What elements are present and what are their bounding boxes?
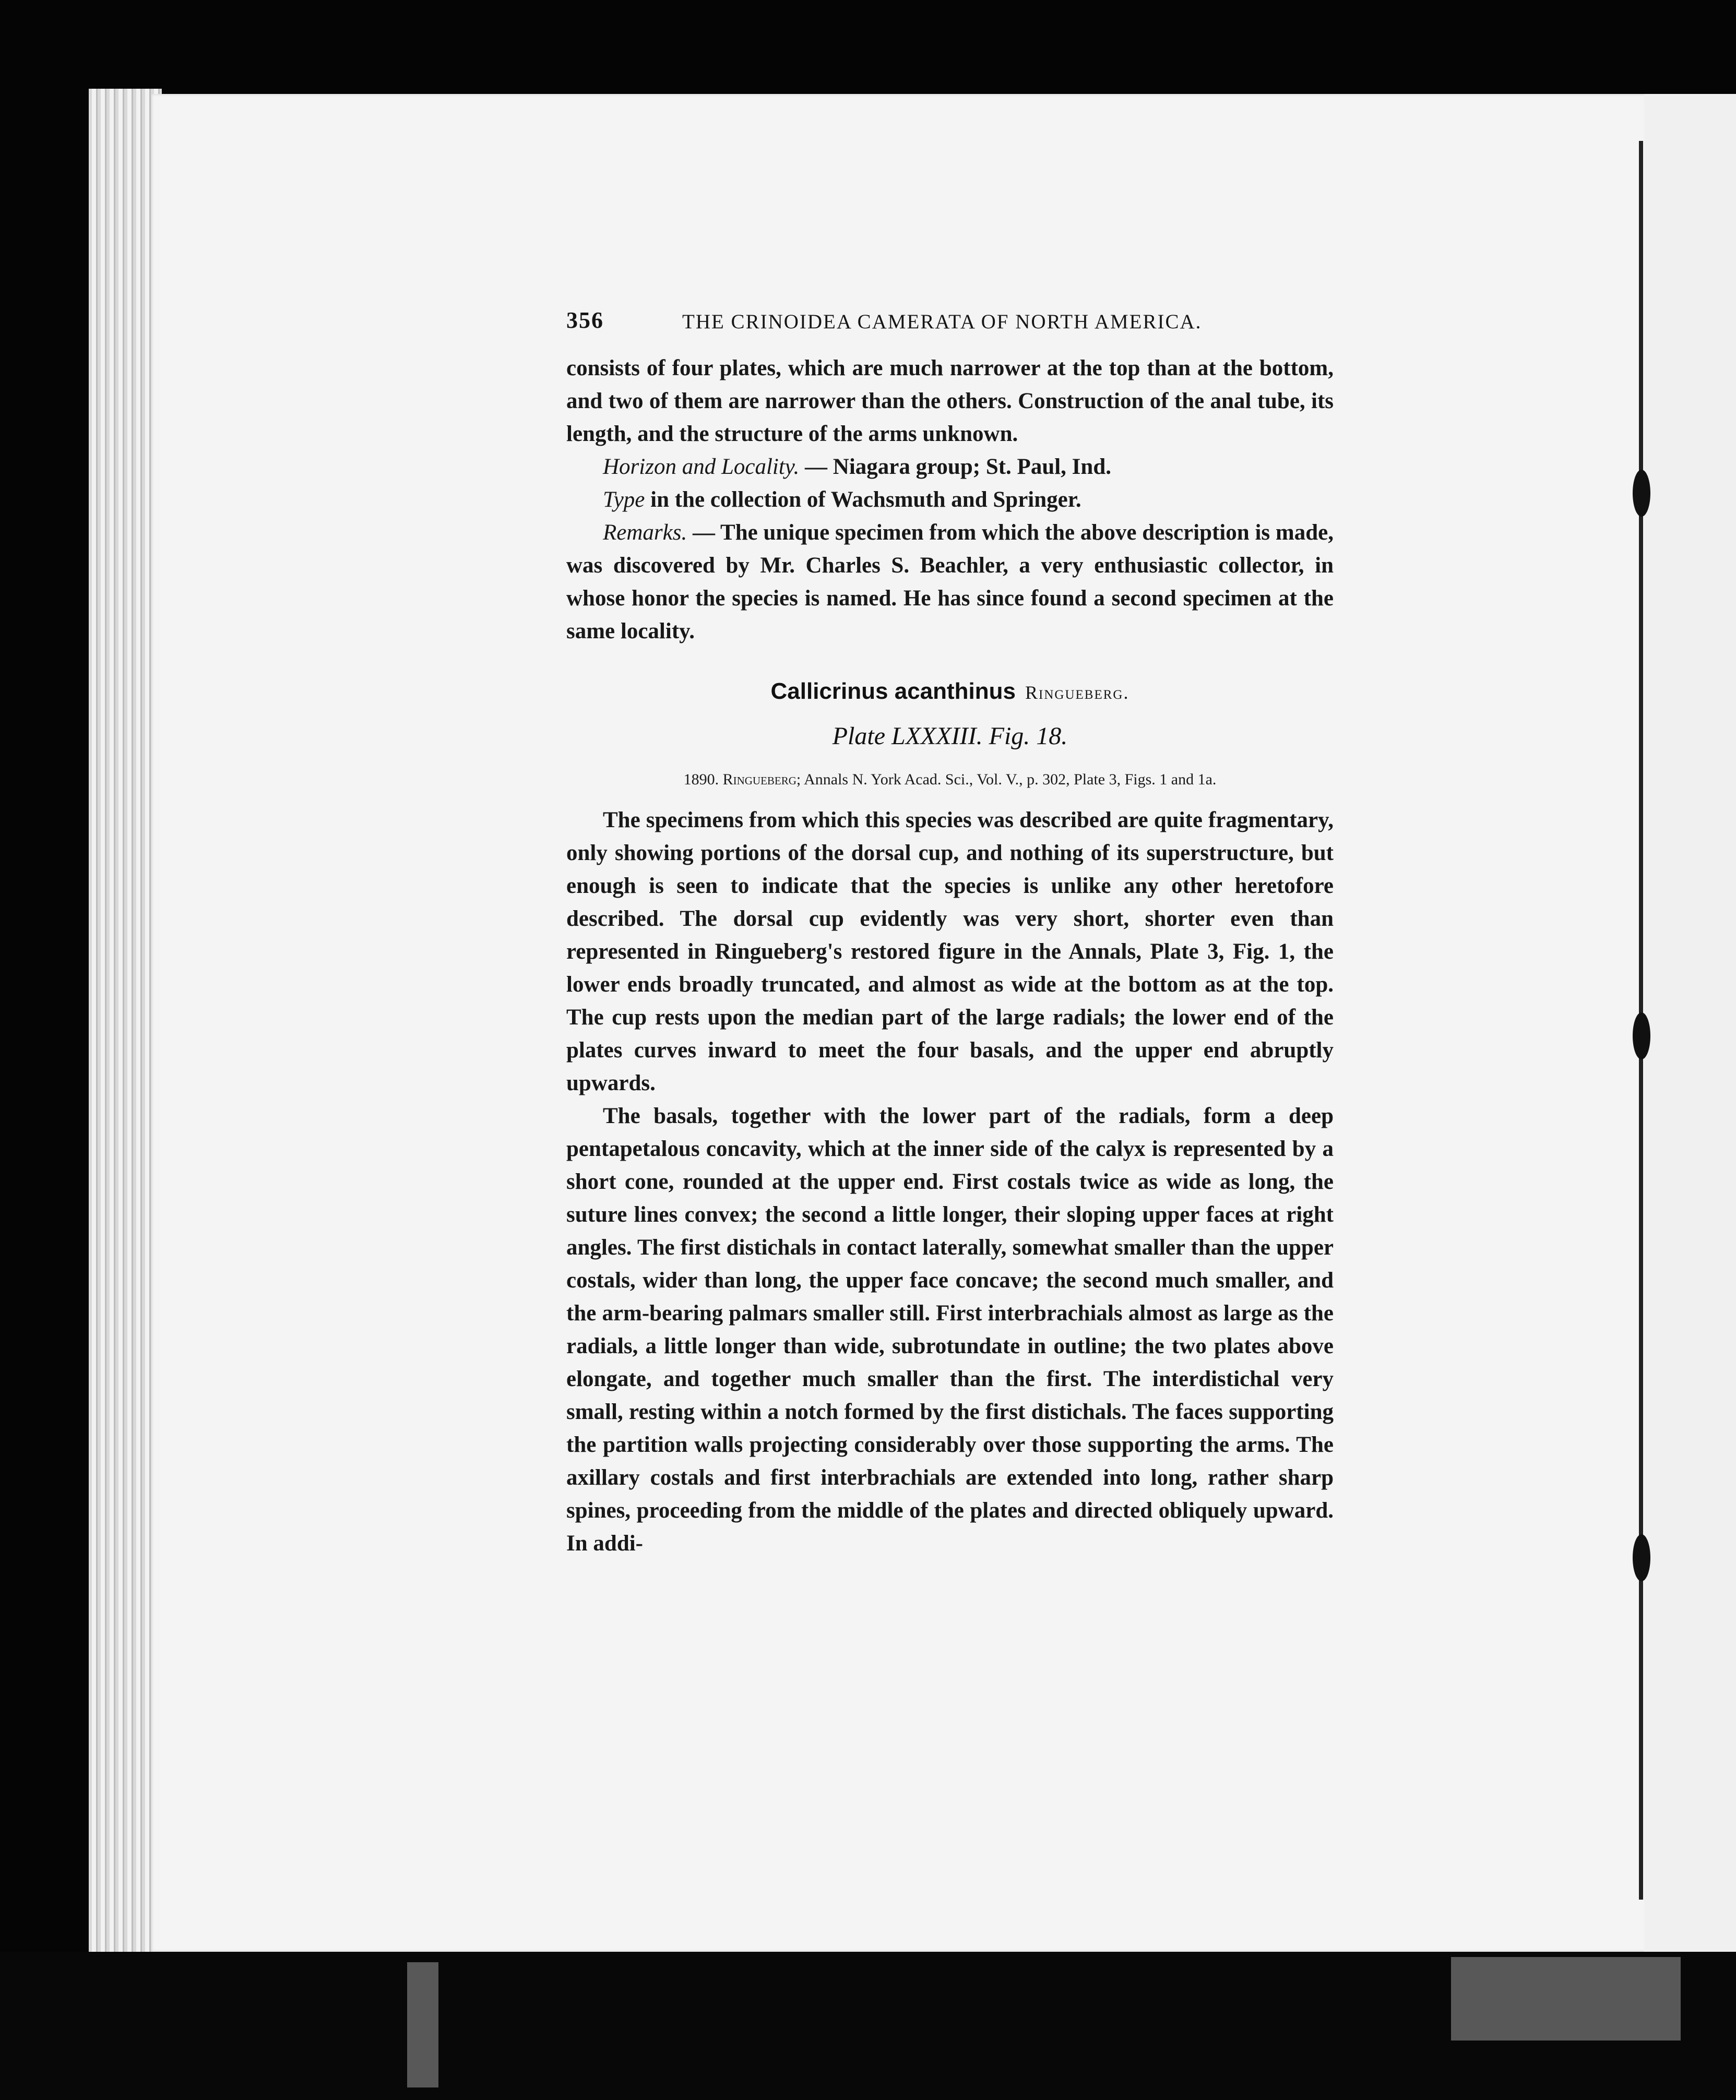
- facing-page-edge: [1644, 94, 1736, 1952]
- horizon-text: — Niagara group; St. Paul, Ind.: [799, 455, 1111, 479]
- type-text: in the collection of Wachsmuth and Springer.: [645, 487, 1081, 512]
- binding-mark: [1633, 1534, 1650, 1581]
- page-edges: [89, 89, 162, 1952]
- plate-reference: Plate LXXXIII. Fig. 18.: [832, 722, 1068, 750]
- remarks-label: Remarks.: [603, 520, 687, 545]
- page-number: 356: [566, 307, 604, 333]
- scan-artifact: [407, 1962, 438, 2087]
- citation-author: Ringueberg;: [722, 771, 801, 788]
- citation-text: Annals N. York Acad. Sci., Vol. V., p. 302, Plate 3, Figs. 1 and 1a.: [801, 771, 1217, 788]
- description-paragraph-2: The basals, together with the lower part of the radials, form a deep pentapetalous concavity, which at the inner side of the calyx is represented by a short cone, rounded at the upper end. First costals twice as wide as long, the suture lines convex; the second a little longer, their sloping upper faces at right angles. The first distichals in contact laterally, somewhat smaller than the upper costals, wider than long, the upper face concave; the second much smaller, and the arm-bearing palmars smaller still. First interbrachials almost as large as the radials, a little longer than wide, subrotundate in outline; the two plates above elongate, and together much smaller than the first. The interdistichal very small, resting within a notch formed by the first distichals. The faces supporting the partition walls projecting considerably over those supporting the arms. The axillary costals and first interbrachials are extended into long, rather sharp spines, proceeding from the middle of the plates and directed obliquely upward. In addi-: [566, 1104, 1334, 1556]
- type-label: Type: [603, 487, 645, 512]
- species-name: Callicrinus acanthinus: [770, 678, 1016, 704]
- remarks-paragraph: [566, 516, 1334, 648]
- binding-mark: [1633, 1012, 1650, 1059]
- remarks-text: — The unique specimen from which the above description is made, was discovered by Mr. Charles S. Beachler, a very enthusiastic collector, in whose honor the species is named. He has since found a second specimen at the same locality.: [566, 520, 1334, 643]
- horizon-locality: [566, 450, 1334, 483]
- binding-mark: [1633, 470, 1650, 517]
- type-note: [566, 483, 1334, 516]
- description-paragraph-1: The specimens from which this species was described are quite fragmentary, only showing portions of the dorsal cup, and nothing of its superstructure, but enough is seen to indicate that the species is unlike any other heretofore described. The dorsal cup evidently was very short, shorter even than represented in Ringueberg's restored figure in the Annals, Plate 3, Fig. 1, the lower ends broadly truncated, and almost as wide at the bottom as at the top. The cup rests upon the median part of the large radials; the lower end of the plates curves inward to meet the four basals, and the upper end abruptly upwards.: [566, 808, 1334, 1095]
- continuation-paragraph: consists of four plates, which are much narrower at the top than at the bottom, and two of them are narrower than the others. Construction of the anal tube, its length, and the structure of the arms unknown.: [566, 356, 1334, 446]
- species-heading: [566, 678, 1334, 705]
- citation-year: 1890.: [683, 771, 719, 788]
- running-head: [566, 307, 1344, 338]
- running-title: THE CRINOIDEA CAMERATA OF NORTH AMERICA.: [682, 311, 1202, 333]
- scan-artifact: [1451, 1957, 1681, 2041]
- intro-section: [566, 352, 1334, 648]
- scan-bottom-edge: [0, 1952, 1736, 2100]
- description-section: [566, 804, 1334, 1560]
- species-author: Ringueberg.: [1025, 682, 1129, 703]
- horizon-label: Horizon and Locality.: [603, 455, 800, 479]
- citation: [566, 771, 1334, 789]
